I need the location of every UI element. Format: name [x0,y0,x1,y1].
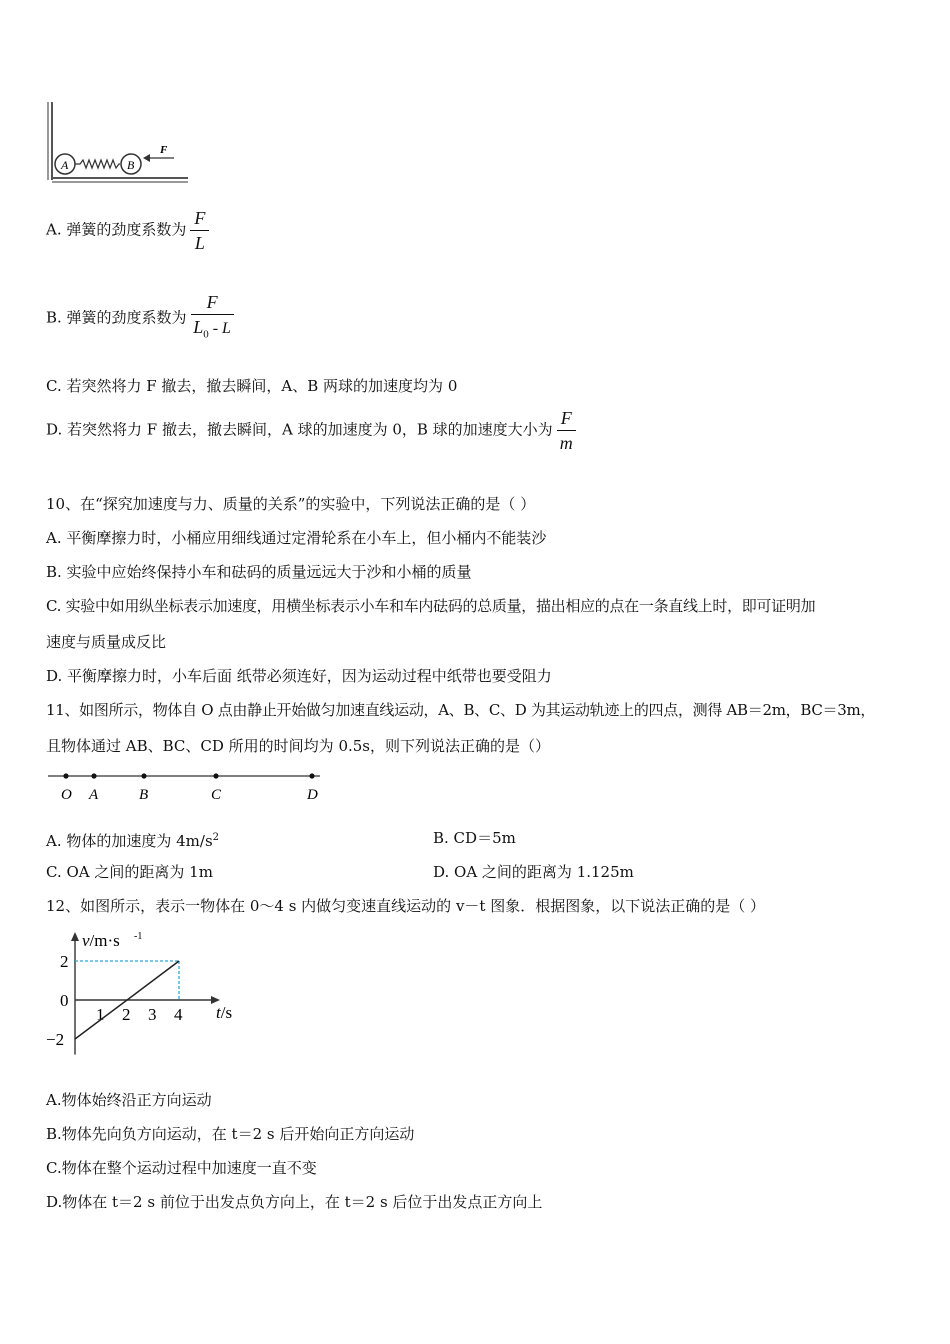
q9-option-b: B. 弹簧的劲度系数为 $\frac{F}{L_0 - L}$ [46,292,234,345]
trajectory-point-b [141,773,146,778]
q10-option-d: D. 平衡摩擦力时，小车后面 纸带必须连好，因为运动过程中纸带也要受阻力 [46,667,552,685]
q12-option-d: D.物体在 t＝2 s 前位于出发点负方向上，在 t＝2 s 后位于出发点正方向上 [46,1193,543,1211]
trajectory-point-o [63,773,68,778]
trajectory-point-d [309,773,314,778]
x-tick-label: 1 [96,1005,105,1024]
x-tick-label: 4 [174,1005,183,1024]
x-tick-label: 3 [148,1005,157,1024]
q9-option-d: D. 若突然将力 F 撤去，撤去瞬间，A 球的加速度为 0，B 球的加速度大小为 $\frac{F}{m}$ [46,408,576,453]
trajectory-label-c: C [211,787,222,803]
trajectory-label-b: B [139,787,149,803]
q11-stem-line1: 11、如图所示，物体自 O 点由静止开始做匀加速直线运动，A、B、C、D 为其运动轨迹上的四点，测得 AB＝2m，BC＝3m， [46,701,876,719]
trajectory-label-a: A [89,787,99,803]
q9-option-a: A. 弹簧的劲度系数为 $\frac{F}{L}$ [46,208,209,253]
fraction: $\frac{F}{L}$ [190,208,209,253]
ball-a-label: A [61,158,69,172]
q9-option-c: C. 若突然将力 F 撤去，撤去瞬间，A、B 两球的加速度均为 0 [46,377,458,395]
trajectory-label-d: D [307,787,318,803]
q10-option-c-line1: C. 实验中如用纵坐标表示加速度，用横坐标表示小车和车内砝码的总质量，描出相应的点在一条直线上时，即可证明加 [46,597,816,615]
q10-option-a: A. 平衡摩擦力时，小桶应用细线通过定滑轮系在小车上，但小桶内不能装沙 [46,529,547,547]
q10-stem: 10、在“探究加速度与力、质量的关系”的实验中，下列说法正确的是（ ） [46,495,536,513]
y-tick-label: 2 [60,952,69,971]
q12-stem: 12、如图所示，表示一物体在 0～4 s 内做匀变速直线运动的 v－t 图象．根据图象，以下说法正确的是（ ） [46,897,765,915]
y-axis-label-exponent: -1 [134,931,143,942]
y-tick-label: −2 [46,1030,65,1049]
q12-option-b: B.物体先向负方向运动，在 t＝2 s 后开始向正方向运动 [46,1125,415,1143]
ball-b-label: B [127,158,135,172]
fraction: $\frac{F}{m}$ [557,408,576,453]
trajectory-point-c [213,773,218,778]
q11-option-b: B. CD＝5m [433,829,516,847]
trajectory-point-a [91,773,96,778]
trajectory-label-o: O [61,787,72,803]
y-axis-arrow [71,932,79,941]
q11-option-a: A. 物体的加速度为 $4m/s^2$ [46,832,220,850]
q10-option-c-line2: 速度与质量成反比 [46,633,167,651]
y-tick-label: 0 [60,991,69,1010]
trajectory-line-figure [44,764,334,808]
q12-option-c: C.物体在整个运动过程中加速度一直不变 [46,1159,317,1177]
q11-option-d: D. OA 之间的距离为 1.125m [433,863,634,881]
fraction: $\frac{F}{L_0 - L}$ [191,292,234,345]
force-label: F [160,144,168,156]
q11-stem-line2: 且物体通过 AB、BC、CD 所用的时间均为 0.5s，则下列说法正确的是（） [46,737,550,755]
spring-ball-figure [44,98,194,188]
x-tick-label: 2 [122,1005,131,1024]
q11-option-c: C. OA 之间的距离为 1m [46,863,213,881]
y-axis-label: v/m·s [82,931,120,950]
q10-option-b: B. 实验中应始终保持小车和砝码的质量远远大于沙和小桶的质量 [46,563,472,581]
spring [75,160,120,168]
vt-graph [44,926,244,1060]
x-axis-label: t/s [216,1003,233,1022]
q12-option-a: A.物体始终沿正方向运动 [46,1091,212,1109]
